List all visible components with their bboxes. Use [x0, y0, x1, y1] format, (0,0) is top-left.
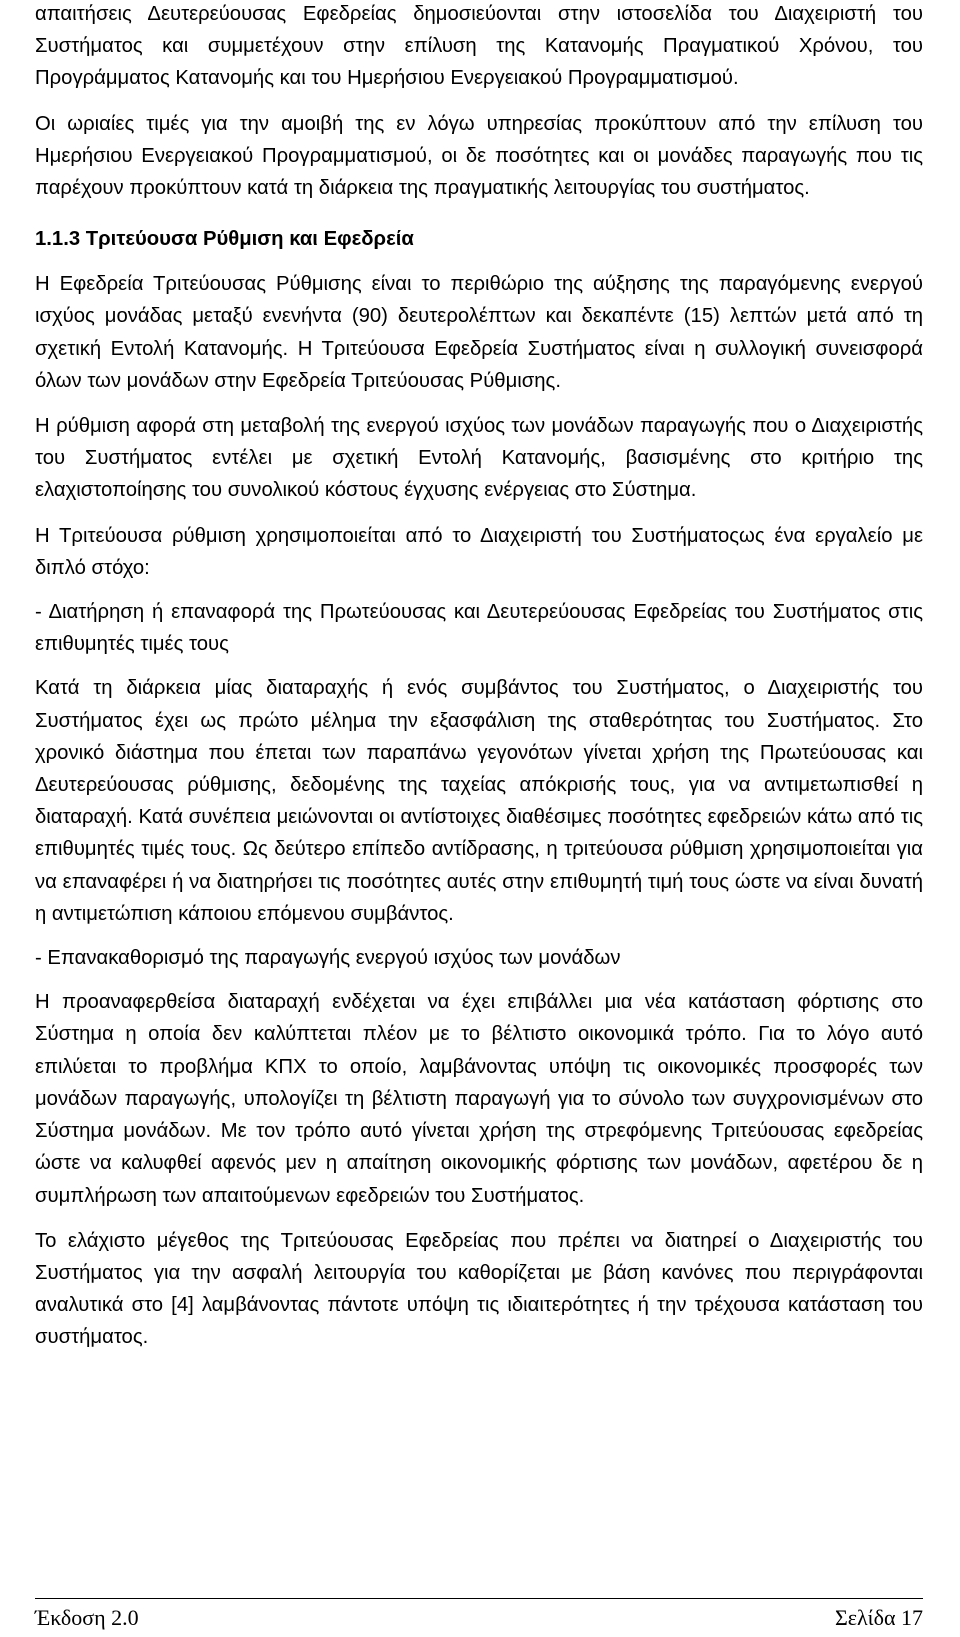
paragraph: Η Τριτεύουσα ρύθμιση χρησιμοποιείται από το Διαχειριστή του Συστήματοςως ένα εργαλείο με διπλό στόχο:: [35, 524, 923, 579]
page-number: Σελίδα 17: [834, 1605, 923, 1630]
paragraph: Κατά τη διάρκεια μίας διαταραχής ή ενός συμβάντος του Συστήματος, ο Διαχειριστής του Συστήματος έχει ως πρώτο μέλημα την εξασφάλιση της σταθερότητας του Συστήματος. Στο χρονικό διάστημα που έπεται των παραπάνω γεγονότων γίνεται χρήση της Πρωτεύουσας και Δευτερεύουσας ρύθμισης, δεδομένης της ταχείας απόκρισής τους, για να αντιμετωπισθεί η διαταραχή. Κατά συνέπεια μειώνονται οι αντίστοιχες διαθέσιμες ποσότητες εφεδρειών κάτω από τις επιθυμητές τιμές τους. Ως δεύτερο επίπεδο αντίδρασης, η τριτεύουσα ρύθμιση χρησιμοποιείται για να επαναφέρει ή να διατηρήσει τις ποσότητες αυτές στην επιθυμητή τιμή τους ώστε να είναι δυνατή η αντιμετώπιση κάποιου επόμενου συμβάντος.: [35, 677, 923, 925]
bullet-item: - Διατήρηση ή επαναφορά της Πρωτεύουσας και Δευτερεύουσας Εφεδρείας του Συστήματος στις επιθυμητές τιμές τους: [35, 601, 923, 656]
paragraph: Η ρύθμιση αφορά στη μεταβολή της ενεργού ισχύος των μονάδων παραγωγής που ο Διαχειριστής του Συστήματος εντέλει με σχετική Εντολή Κατανομής, βασισμένης στο κριτήριο της ελαχιστοποίησης του συνολικού κόστους έγχυσης ενέργειας στο Σύστημα.: [35, 415, 923, 502]
footer-divider: [35, 1598, 923, 1599]
paragraph: Η Εφεδρεία Τριτεύουσας Ρύθμισης είναι το περιθώριο της αύξησης της παραγόμενης ενεργού ισχύος μονάδας μεταξύ ενενήντα (90) δευτερολέπτων και δεκαπέντε (15) λεπτών μετά από τη σχετική Εντολή Κατανομής. Η Τριτεύουσα Εφεδρεία Συστήματος είναι η συλλογική συνεισφορά όλων των μονάδων στην Εφεδρεία Τριτεύουσας Ρύθμισης.: [35, 273, 923, 392]
edition-label: Έκδοση 2.0: [35, 1605, 139, 1630]
section-heading: 1.1.3 Τριτεύουσα Ρύθμιση και Εφεδρεία: [35, 228, 414, 251]
paragraph: Οι ωριαίες τιμές για την αμοιβή της εν λόγω υπηρεσίας προκύπτουν από την επίλυση του Ημερήσιου Ενεργειακού Προγραμματισμού, οι δε ποσότητες και οι μονάδες παραγωγής που τις παρέχουν προκύπτουν κατά τη διάρκεια της πραγματικής λειτουργίας του συστήματος.: [35, 112, 923, 200]
bullet-item: - Επανακαθορισμό της παραγωγής ενεργού ισχύος των μονάδων: [35, 947, 621, 970]
paragraph: Το ελάχιστο μέγεθος της Τριτεύουσας Εφεδρείας που πρέπει να διατηρεί ο Διαχειριστής του Συστήματος για την ασφαλή λειτουργία του καθορίζεται με βάση κανόνες που περιγράφονται αναλυτικά στο [4] λαμβάνοντας πάντοτε υπόψη τις ιδιαιτερότητες ή την τρέχουσα κατάσταση του συστήματος.: [35, 1229, 923, 1349]
paragraph: απαιτήσεις Δευτερεύουσας Εφεδρείας δημοσιεύονται στην ιστοσελίδα του Διαχειριστή του Συστήματος και συμμετέχουν στην επίλυση της Κατανομής Πραγματικού Χρόνου, του Προγράμματος Κατανομής και του Ημερήσιου Ενεργειακού Προγραμματισμού.: [35, 3, 923, 90]
paragraph: Η προαναφερθείσα διαταραχή ενδέχεται να έχει επιβάλλει μια νέα κατάσταση φόρτισης στο Σύστημα η οποία δεν καλύπτεται πλέον με το βέλτιστο οικονομικά τρόπο. Για το λόγο αυτό επιλύεται το προβλήμα ΚΠΧ το οποίο, λαμβάνοντας υπόψη τις οικονομικές προσφορές των μονάδων παραγωγής, υπολογίζει τη βέλτιστη παραγωγή για το σύνολο των συγχρονισμένων στο Σύστημα μονάδων. Με τον τρόπο αυτό γίνεται χρήση της στρεφόμενης Τριτεύουσας εφεδρείας ώστε να καλυφθεί αφενός μεν η απαίτηση οικονομικής φόρτισης των μονάδων, αφετέρου δε η συμπλήρωση των απαιτούμενων εφεδρειών του Συστήματος.: [35, 991, 923, 1207]
document-page: [35, 0, 923, 1354]
